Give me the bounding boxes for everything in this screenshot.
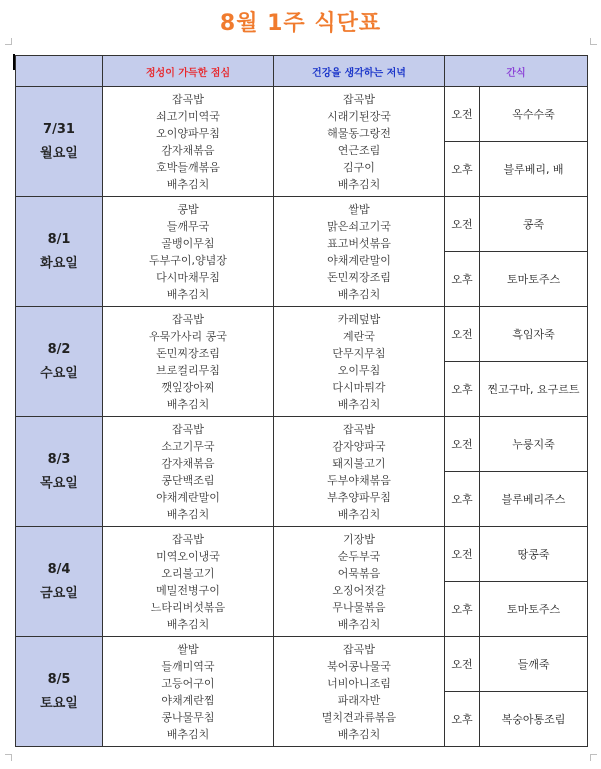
dinner-menu-item: 감자양파국 [332,439,386,453]
dinner-menu-item: 멸치견과류볶음 [321,710,397,724]
pm-label: 오후 [445,362,480,417]
day-cell [16,637,103,747]
dinner-menu-item: 북어콩나물국 [327,659,391,673]
lunch-menu-item: 잡곡밥 [172,532,204,546]
lunch-menu-item: 호박들깨볶음 [156,160,220,174]
header-lunch: 정성이 가득한 점심 [103,56,274,87]
lunch-menu-item: 감자채볶음 [161,143,215,157]
dinner-menu-item: 맑은쇠고기국 [327,219,391,233]
page-corner-mark [5,754,12,761]
am-label: 오전 [445,527,480,582]
dinner-menu-item: 두부야채볶음 [327,473,391,487]
lunch-menu-item: 배추김치 [166,177,210,191]
meal-plan-table [15,55,588,747]
lunch-menu-item: 배추김치 [166,617,210,631]
page-title: 8월 1주 식단표 [219,11,382,36]
lunch-menu-item: 배추김치 [166,287,210,301]
lunch-menu-cell [103,87,274,197]
day-weekday: 월요일 [40,145,78,161]
pm-snack: 블루베리주스 [480,472,588,527]
lunch-menu-item: 깻잎장아찌 [161,380,215,394]
lunch-menu-item: 오이양파무침 [156,126,220,140]
day-date: 8/1 [47,231,71,247]
pm-label: 오후 [445,692,480,747]
dinner-menu-item: 잡곡밥 [343,642,375,656]
lunch-menu-item: 콩밥 [177,202,199,216]
lunch-menu-item: 브로컬리무침 [156,363,220,377]
dinner-menu-cell [274,417,445,527]
dinner-menu-item: 잡곡밥 [343,92,375,106]
dinner-menu-item: 쌀밥 [348,202,370,216]
dinner-menu-item: 오이무침 [337,363,381,377]
day-row [16,87,588,142]
day-cell [16,307,103,417]
pm-snack: 토마토주스 [480,582,588,637]
dinner-menu-item: 돈민찌장조림 [327,270,391,284]
day-date: 8/4 [47,561,71,577]
lunch-menu-item: 느타리버섯볶음 [150,600,226,614]
dinner-menu-item: 배추김치 [337,177,381,191]
lunch-menu-item: 들깨미역국 [161,659,215,673]
lunch-menu-item: 들깨무국 [166,219,210,233]
am-snack: 땅콩죽 [480,527,588,582]
lunch-menu-cell [103,417,274,527]
lunch-menu-cell [103,527,274,637]
header-snack: 간식 [445,56,588,87]
day-date: 8/5 [47,671,71,687]
lunch-menu-item: 소고기무국 [161,439,215,453]
lunch-menu-item: 콩나물무침 [161,710,215,724]
page-corner-mark [590,754,597,761]
day-row [16,417,588,472]
pm-label: 오후 [445,582,480,637]
am-snack: 콩죽 [480,197,588,252]
dinner-menu-item: 오징어젓갈 [332,583,386,597]
dinner-menu-item: 김구이 [343,160,375,174]
dinner-menu-item: 배추김치 [337,287,381,301]
am-snack: 옥수수죽 [480,87,588,142]
header-dinner: 건강을 생각하는 저녁 [274,56,445,87]
day-weekday: 목요일 [40,475,78,491]
table-body [16,87,588,747]
dinner-menu-item: 계란국 [343,329,375,343]
lunch-menu-item: 잡곡밥 [172,312,204,326]
dinner-menu-item: 어묵볶음 [337,566,381,580]
lunch-menu-item: 야채계란찜 [161,693,215,707]
dinner-menu-item: 파래자반 [337,693,381,707]
day-cell [16,87,103,197]
dinner-menu-item: 표고버섯볶음 [327,236,391,250]
lunch-menu-cell [103,197,274,307]
day-row [16,637,588,692]
dinner-menu-item: 카레덮밥 [337,312,381,326]
lunch-menu-item: 쌀밥 [177,642,199,656]
pm-snack: 복숭아통조림 [480,692,588,747]
lunch-menu-item: 쇠고기미역국 [156,109,220,123]
pm-snack: 찐고구마, 요구르트 [480,362,588,417]
lunch-menu-item: 두부구이,양념장 [149,253,227,267]
lunch-menu-cell [103,307,274,417]
day-cell [16,197,103,307]
lunch-menu-item: 야채계란말이 [156,490,220,504]
dinner-menu-item: 야채계란말이 [327,253,391,267]
dinner-menu-item: 배추김치 [337,617,381,631]
day-date: 8/3 [47,451,71,467]
day-cell [16,417,103,527]
day-weekday: 토요일 [40,695,78,711]
dinner-menu-item: 기장밥 [343,532,375,546]
dinner-menu-item: 다시마튀각 [332,380,386,394]
lunch-menu-cell [103,637,274,747]
lunch-menu-item: 배추김치 [166,397,210,411]
lunch-menu-item: 고등어구이 [161,676,215,690]
dinner-menu-cell [274,637,445,747]
dinner-menu-item: 무나물볶음 [332,600,386,614]
lunch-menu-item: 다시마채무침 [156,270,220,284]
dinner-menu-item: 시래기된장국 [327,109,391,123]
lunch-menu-item: 돈민찌장조림 [156,346,220,360]
pm-snack: 토마토주스 [480,252,588,307]
dinner-menu-item: 순두부국 [337,549,381,563]
dinner-menu-item: 단무지무침 [332,346,386,360]
lunch-menu-item: 미역오이냉국 [156,549,220,563]
page-corner-mark [590,38,597,45]
lunch-menu-item: 콩단백조림 [161,473,215,487]
dinner-menu-item: 해물동그랑전 [327,126,391,140]
day-weekday: 금요일 [40,585,78,601]
dinner-menu-cell [274,307,445,417]
am-label: 오전 [445,307,480,362]
lunch-menu-item: 감자채볶음 [161,456,215,470]
am-label: 오전 [445,637,480,692]
am-label: 오전 [445,417,480,472]
day-date: 7/31 [43,121,75,137]
lunch-menu-item: 잡곡밥 [172,422,204,436]
lunch-menu-item: 배추김치 [166,507,210,521]
dinner-menu-item: 배추김치 [337,397,381,411]
dinner-menu-cell [274,527,445,637]
day-row [16,197,588,252]
day-row [16,527,588,582]
day-weekday: 화요일 [40,255,78,271]
lunch-menu-item: 오리불고기 [161,566,215,580]
dinner-menu-item: 너비아니조림 [327,676,391,690]
table-header-row [16,56,588,87]
am-label: 오전 [445,197,480,252]
day-cell [16,527,103,637]
header-day-cell [16,56,103,87]
dinner-menu-item: 배추김치 [337,727,381,741]
pm-label: 오후 [445,472,480,527]
lunch-menu-item: 잡곡밥 [172,92,204,106]
dinner-menu-cell [274,197,445,307]
dinner-menu-item: 돼지불고기 [332,456,386,470]
am-snack: 누룽지죽 [480,417,588,472]
day-weekday: 수요일 [40,365,78,381]
dinner-menu-item: 부추양파무침 [327,490,391,504]
page-corner-mark [5,38,12,45]
day-date: 8/2 [47,341,71,357]
lunch-menu-item: 골뱅이무침 [161,236,215,250]
am-snack: 들깨죽 [480,637,588,692]
pm-label: 오후 [445,252,480,307]
pm-label: 오후 [445,142,480,197]
dinner-menu-item: 연근조림 [337,143,381,157]
lunch-menu-item: 배추김치 [166,727,210,741]
am-snack: 흑임자죽 [480,307,588,362]
lunch-menu-item: 메밀전병구이 [156,583,220,597]
dinner-menu-cell [274,87,445,197]
am-label: 오전 [445,87,480,142]
pm-snack: 블루베리, 배 [480,142,588,197]
dinner-menu-item: 잡곡밥 [343,422,375,436]
day-row [16,307,588,362]
dinner-menu-item: 배추김치 [337,507,381,521]
lunch-menu-item: 우묵가사리 콩국 [149,329,227,343]
